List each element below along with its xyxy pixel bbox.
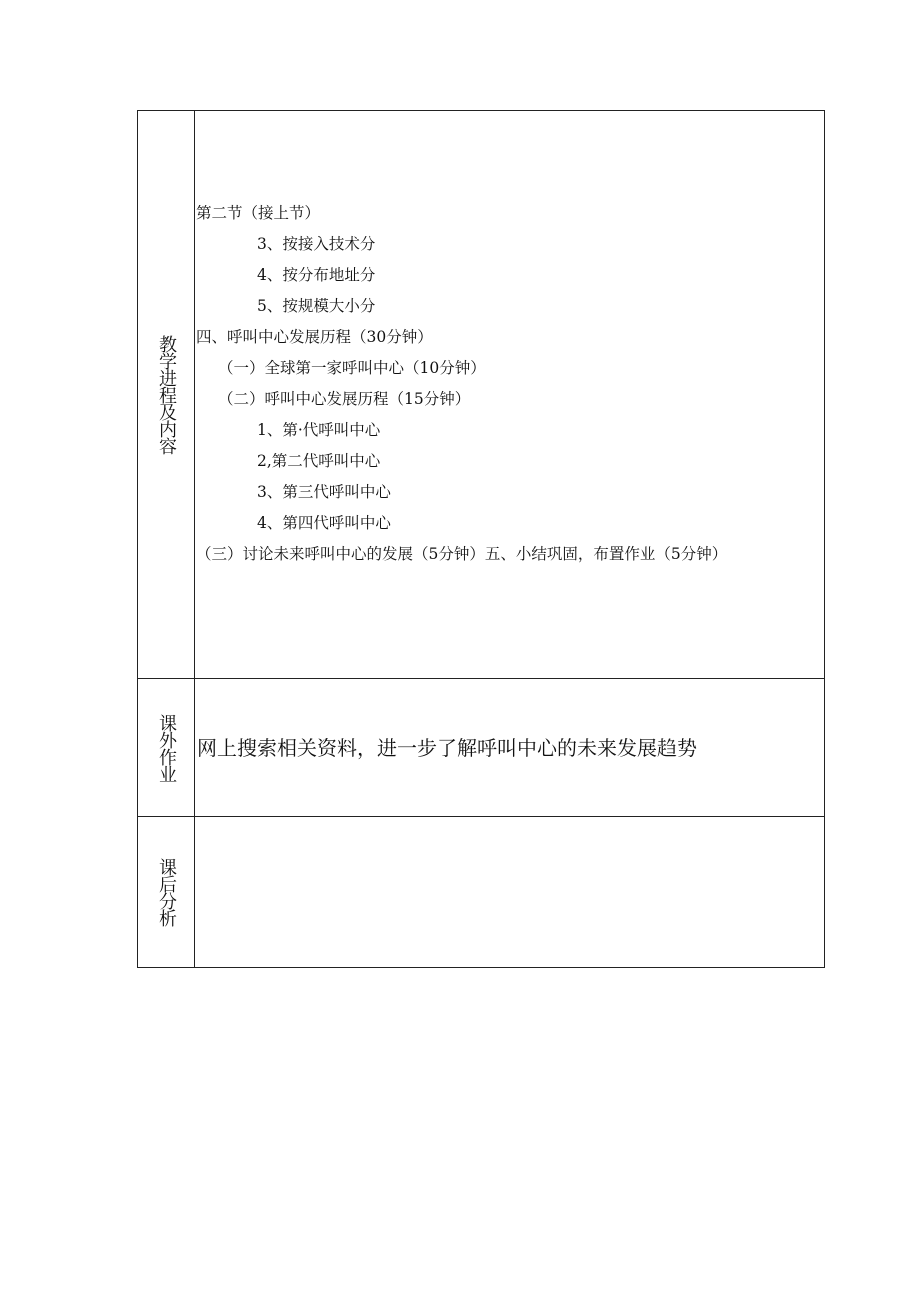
outline-item: 3、按接入技术分 <box>257 235 376 253</box>
outline-item: 5、按规模大小分 <box>257 297 376 315</box>
outline-item: 4、按分布地址分 <box>257 266 376 284</box>
post-class-analysis-row <box>138 817 824 967</box>
teaching-content-label-cell <box>138 111 195 678</box>
outline-item: 3、第三代呼叫中心 <box>257 483 391 501</box>
outline-subheading: （二）呼叫中心发展历程（15分钟） <box>218 390 471 408</box>
post-class-analysis-cell <box>195 817 824 967</box>
outline-heading: 四、呼叫中心发展历程（30分钟） <box>196 328 433 346</box>
outline-subheading-text: （三）讨论未来呼叫中心的发展（5分钟）五、小结巩固，布置作业（5分钟） <box>196 545 728 563</box>
post-class-analysis-label: 课后分析 <box>156 858 177 926</box>
lesson-plan-table <box>137 110 825 968</box>
homework-label-cell <box>138 679 195 816</box>
teaching-content-cell <box>195 111 824 678</box>
outline-item: 2,第二代呼叫中心 <box>257 452 381 470</box>
teaching-content-lines <box>196 198 814 570</box>
homework-row <box>138 679 824 817</box>
section-heading: 第二节（接上节） <box>196 204 321 222</box>
outline-subheading: （一）全球第一家呼叫中心（10分钟） <box>218 359 486 377</box>
homework-text: 网上搜索相关资料，进一步了解呼叫中心的未来发展趋势 <box>197 736 697 760</box>
teaching-content-label: 教学进程及内容 <box>156 335 177 454</box>
outline-item: 1、第·代呼叫中心 <box>257 421 381 439</box>
outline-subheading-wrapped <box>174 539 814 570</box>
homework-cell <box>195 679 824 816</box>
post-class-analysis-label-cell <box>138 817 195 967</box>
homework-label: 课外作业 <box>156 713 177 782</box>
outline-item: 4、第四代呼叫中心 <box>257 514 391 532</box>
teaching-content-row <box>138 111 824 679</box>
